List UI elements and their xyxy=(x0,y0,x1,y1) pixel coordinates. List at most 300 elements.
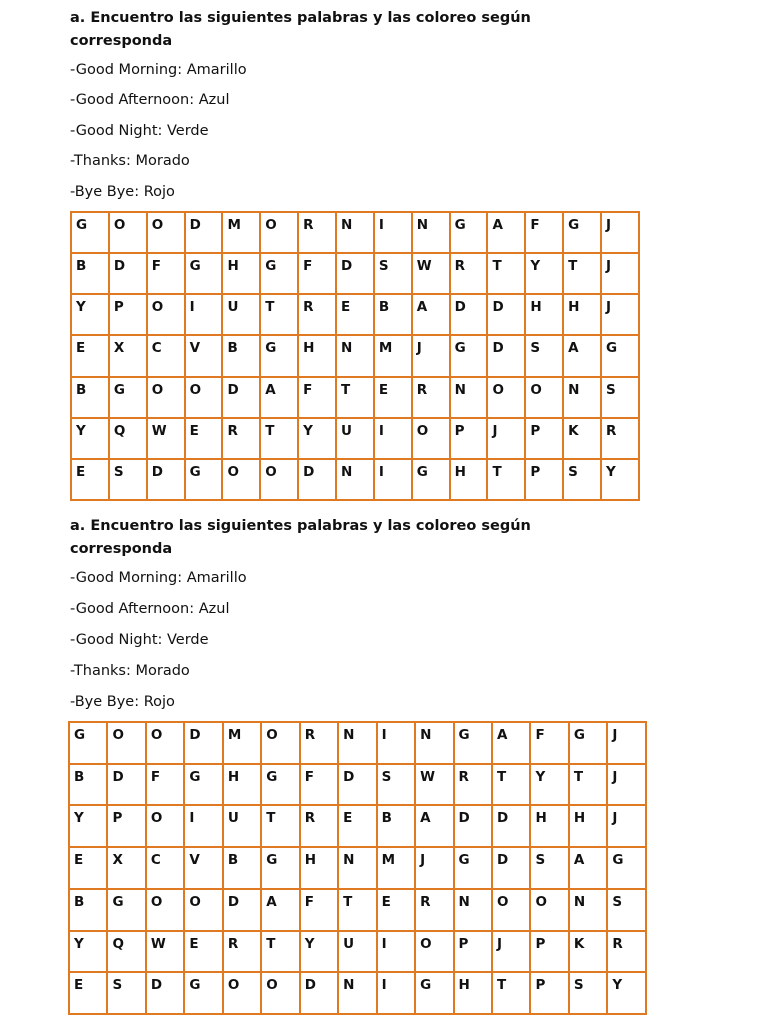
grid-cell[interactable] xyxy=(415,931,453,973)
grid-cell[interactable] xyxy=(530,764,568,806)
grid-cell[interactable] xyxy=(450,212,488,253)
grid-cell[interactable] xyxy=(607,931,646,973)
grid-cell[interactable] xyxy=(261,972,299,1014)
grid-cell[interactable] xyxy=(607,889,646,931)
grid-cell[interactable] xyxy=(454,889,492,931)
grid-cell[interactable] xyxy=(107,889,145,931)
grid-letter: U xyxy=(341,422,352,439)
grid-cell[interactable] xyxy=(223,847,261,889)
grid-cell[interactable] xyxy=(607,764,646,806)
grid-cell[interactable] xyxy=(412,377,450,418)
grid-cell[interactable] xyxy=(374,418,412,459)
grid-cell[interactable] xyxy=(184,847,222,889)
grid-cell[interactable] xyxy=(450,459,488,500)
grid-cell[interactable] xyxy=(298,418,336,459)
grid-letter: R xyxy=(304,727,316,743)
grid-cell[interactable] xyxy=(412,294,450,335)
grid-letter: X xyxy=(112,852,123,869)
grid-cell[interactable] xyxy=(69,972,107,1014)
grid-cell[interactable] xyxy=(487,335,525,376)
grid-cell[interactable] xyxy=(563,335,601,376)
grid-cell[interactable] xyxy=(336,335,374,376)
grid-cell[interactable] xyxy=(601,253,639,294)
grid-cell[interactable] xyxy=(377,764,415,806)
grid-cell[interactable] xyxy=(336,418,374,459)
grid-cell[interactable] xyxy=(607,972,646,1014)
grid-letter: T xyxy=(496,768,507,785)
grid-row xyxy=(69,805,646,847)
grid-cell[interactable] xyxy=(492,764,530,806)
grid-cell[interactable] xyxy=(185,294,223,335)
grid-cell[interactable] xyxy=(569,847,607,889)
grid-cell[interactable] xyxy=(377,931,415,973)
grid-cell[interactable] xyxy=(260,377,298,418)
grid-letter: A xyxy=(492,217,503,233)
grid-cell[interactable] xyxy=(109,253,147,294)
grid-cell[interactable] xyxy=(107,805,145,847)
grid-cell[interactable] xyxy=(374,294,412,335)
grid-cell[interactable] xyxy=(184,764,222,806)
grid-letter: X xyxy=(113,340,125,357)
grid-letter: H xyxy=(303,340,315,357)
grid-letter: I xyxy=(381,977,387,994)
grid-cell[interactable] xyxy=(223,805,261,847)
grid-cell[interactable] xyxy=(492,805,530,847)
grid-cell[interactable] xyxy=(487,253,525,294)
grid-cell[interactable] xyxy=(450,418,488,459)
grid-letter: H xyxy=(454,463,466,480)
grid-letter: K xyxy=(573,935,585,952)
grid-cell[interactable] xyxy=(601,294,639,335)
grid-cell[interactable] xyxy=(569,889,607,931)
grid-cell[interactable] xyxy=(525,335,563,376)
grid-cell[interactable] xyxy=(374,212,412,253)
grid-cell[interactable] xyxy=(69,805,107,847)
grid-letter: D xyxy=(492,340,504,357)
grid-cell[interactable] xyxy=(415,889,453,931)
instruction-heading: a. Encuentro las siguientes palabras y las coloreo según corresponda xyxy=(70,10,531,49)
grid-cell[interactable] xyxy=(260,459,298,500)
grid-cell[interactable] xyxy=(147,294,185,335)
grid-cell[interactable] xyxy=(260,212,298,253)
grid-cell[interactable] xyxy=(147,335,185,376)
grid-cell[interactable] xyxy=(338,972,376,1014)
grid-cell[interactable] xyxy=(492,722,530,764)
grid-cell[interactable] xyxy=(223,931,261,973)
grid-cell[interactable] xyxy=(69,764,107,806)
grid-cell[interactable] xyxy=(563,377,601,418)
grid-cell[interactable] xyxy=(185,459,223,500)
grid-letter: J xyxy=(606,217,612,233)
grid-cell[interactable] xyxy=(377,889,415,931)
grid-cell[interactable] xyxy=(107,722,145,764)
grid-cell[interactable] xyxy=(338,764,376,806)
grid-letter: R xyxy=(227,935,239,952)
grid-letter: D xyxy=(496,852,509,869)
grid-cell[interactable] xyxy=(601,335,639,376)
grid-cell[interactable] xyxy=(260,418,298,459)
grid-cell[interactable] xyxy=(336,294,374,335)
grid-cell[interactable] xyxy=(222,418,260,459)
grid-row xyxy=(71,294,639,335)
grid-letter: S xyxy=(530,340,541,357)
grid-cell[interactable] xyxy=(492,847,530,889)
grid-cell[interactable] xyxy=(450,253,488,294)
grid-cell[interactable] xyxy=(563,212,601,253)
grid-letter: E xyxy=(341,299,351,316)
grid-cell[interactable] xyxy=(601,377,639,418)
grid-cell[interactable] xyxy=(563,294,601,335)
grid-letter: J xyxy=(416,340,422,357)
grid-letter: J xyxy=(612,768,618,785)
grid-cell[interactable] xyxy=(300,805,338,847)
grid-cell[interactable] xyxy=(336,377,374,418)
grid-letter: F xyxy=(150,768,161,785)
grid-cell[interactable] xyxy=(525,212,563,253)
grid-letter: T xyxy=(492,463,502,480)
grid-cell[interactable] xyxy=(260,335,298,376)
grid-cell[interactable] xyxy=(601,212,639,253)
grid-cell[interactable] xyxy=(69,931,107,973)
grid-cell[interactable] xyxy=(530,889,568,931)
grid-letter: R xyxy=(303,299,314,316)
grid-cell[interactable] xyxy=(261,805,299,847)
grid-letter: G xyxy=(189,258,201,275)
grid-letter: W xyxy=(151,422,167,439)
grid-cell[interactable] xyxy=(71,335,109,376)
grid-cell[interactable] xyxy=(147,418,185,459)
grid-letter: T xyxy=(341,381,351,398)
grid-cell[interactable] xyxy=(450,377,488,418)
grid-cell[interactable] xyxy=(415,805,453,847)
grid-row xyxy=(69,931,646,973)
grid-cell[interactable] xyxy=(300,722,338,764)
grid-letter: S xyxy=(112,977,123,994)
grid-cell[interactable] xyxy=(338,889,376,931)
grid-cell[interactable] xyxy=(300,931,338,973)
grid-cell[interactable] xyxy=(487,212,525,253)
grid-cell[interactable] xyxy=(412,253,450,294)
grid-letter: S xyxy=(573,977,584,994)
grid-cell[interactable] xyxy=(71,459,109,500)
grid-cell[interactable] xyxy=(298,294,336,335)
grid-cell[interactable] xyxy=(492,972,530,1014)
grid-letter: D xyxy=(496,810,509,827)
grid-cell[interactable] xyxy=(454,764,492,806)
grid-cell[interactable] xyxy=(530,805,568,847)
grid-cell[interactable] xyxy=(336,253,374,294)
grid-cell[interactable] xyxy=(530,931,568,973)
grid-cell[interactable] xyxy=(377,972,415,1014)
grid-cell[interactable] xyxy=(69,889,107,931)
grid-cell[interactable] xyxy=(261,847,299,889)
grid-letter: V xyxy=(189,852,200,869)
grid-cell[interactable] xyxy=(71,253,109,294)
grid-cell[interactable] xyxy=(147,459,185,500)
grid-letter: E xyxy=(343,810,353,827)
grid-letter: F xyxy=(303,258,313,275)
grid-cell[interactable] xyxy=(454,972,492,1014)
grid-cell[interactable] xyxy=(412,459,450,500)
grid-cell[interactable] xyxy=(147,212,185,253)
grid-cell[interactable] xyxy=(454,847,492,889)
grid-cell[interactable] xyxy=(601,459,639,500)
grid-cell[interactable] xyxy=(184,931,222,973)
grid-cell[interactable] xyxy=(71,377,109,418)
grid-letter: B xyxy=(76,258,87,275)
grid-letter: O xyxy=(150,893,163,910)
grid-cell[interactable] xyxy=(107,764,145,806)
grid-cell[interactable] xyxy=(374,377,412,418)
grid-cell[interactable] xyxy=(525,377,563,418)
grid-cell[interactable] xyxy=(146,931,184,973)
grid-cell[interactable] xyxy=(260,294,298,335)
grid-cell[interactable] xyxy=(300,847,338,889)
grid-cell[interactable] xyxy=(184,972,222,1014)
grid-row xyxy=(69,972,646,1014)
grid-cell[interactable] xyxy=(487,418,525,459)
grid-cell[interactable] xyxy=(492,889,530,931)
grid-cell[interactable] xyxy=(223,972,261,1014)
grid-letter: S xyxy=(606,381,616,398)
grid-letter: R xyxy=(227,422,238,439)
grid-cell[interactable] xyxy=(377,722,415,764)
grid-cell[interactable] xyxy=(107,931,145,973)
grid-cell[interactable] xyxy=(222,212,260,253)
grid-letter: G xyxy=(612,852,624,869)
grid-cell[interactable] xyxy=(107,847,145,889)
grid-cell[interactable] xyxy=(260,253,298,294)
grid-cell[interactable] xyxy=(525,253,563,294)
grid-cell[interactable] xyxy=(298,253,336,294)
grid-cell[interactable] xyxy=(563,459,601,500)
grid-letter: I xyxy=(378,463,384,480)
grid-cell[interactable] xyxy=(109,212,147,253)
grid-letter: O xyxy=(227,463,239,480)
grid-cell[interactable] xyxy=(222,377,260,418)
grid-cell[interactable] xyxy=(530,847,568,889)
grid-cell[interactable] xyxy=(71,418,109,459)
grid-cell[interactable] xyxy=(184,805,222,847)
grid-letter: E xyxy=(74,977,84,994)
grid-cell[interactable] xyxy=(222,253,260,294)
grid-letter: D xyxy=(227,893,240,910)
grid-cell[interactable] xyxy=(109,335,147,376)
grid-cell[interactable] xyxy=(109,294,147,335)
grid-cell[interactable] xyxy=(146,805,184,847)
grid-cell[interactable] xyxy=(412,212,450,253)
grid-cell[interactable] xyxy=(71,294,109,335)
grid-letter: T xyxy=(265,422,275,439)
grid-cell[interactable] xyxy=(107,972,145,1014)
grid-cell[interactable] xyxy=(607,847,646,889)
grid-cell[interactable] xyxy=(222,459,260,500)
grid-letter: F xyxy=(303,381,313,398)
grid-cell[interactable] xyxy=(109,459,147,500)
grid-cell[interactable] xyxy=(569,764,607,806)
grid-cell[interactable] xyxy=(185,377,223,418)
grid-cell[interactable] xyxy=(374,335,412,376)
grid-letter: R xyxy=(454,258,465,275)
grid-cell[interactable] xyxy=(146,722,184,764)
grid-cell[interactable] xyxy=(563,418,601,459)
grid-cell[interactable] xyxy=(601,418,639,459)
grid-cell[interactable] xyxy=(146,889,184,931)
grid-letter: T xyxy=(266,935,276,952)
grid-cell[interactable] xyxy=(109,377,147,418)
grid-cell[interactable] xyxy=(377,847,415,889)
grid-letter: J xyxy=(612,810,618,827)
grid-letter: N xyxy=(343,977,355,994)
grid-cell[interactable] xyxy=(450,335,488,376)
grid-cell[interactable] xyxy=(569,972,607,1014)
grid-cell[interactable] xyxy=(336,212,374,253)
grid-letter: S xyxy=(113,463,124,480)
grid-letter: B xyxy=(76,381,87,398)
grid-letter: B xyxy=(227,852,239,869)
grid-letter: W xyxy=(150,935,166,952)
grid-cell[interactable] xyxy=(569,722,607,764)
grid-letter: E xyxy=(381,893,391,910)
grid-letter: I xyxy=(189,299,195,316)
grid-letter: H xyxy=(530,299,542,316)
grid-cell[interactable] xyxy=(412,418,450,459)
grid-cell[interactable] xyxy=(454,722,492,764)
grid-cell[interactable] xyxy=(569,931,607,973)
grid-cell[interactable] xyxy=(222,335,260,376)
grid-letter: D xyxy=(454,299,466,316)
grid-letter: D xyxy=(227,381,239,398)
grid-letter: S xyxy=(612,893,623,910)
grid-letter: N xyxy=(343,727,355,743)
grid-letter: G xyxy=(454,340,466,357)
grid-cell[interactable] xyxy=(530,722,568,764)
grid-cell[interactable] xyxy=(569,805,607,847)
grid-cell[interactable] xyxy=(374,459,412,500)
grid-letter: O xyxy=(151,299,164,316)
grid-cell[interactable] xyxy=(454,931,492,973)
grid-letter: D xyxy=(304,977,316,994)
grid-letter: Y xyxy=(74,810,84,827)
grid-letter: P xyxy=(454,422,465,439)
grid-cell[interactable] xyxy=(300,972,338,1014)
grid-cell[interactable] xyxy=(487,459,525,500)
grid-cell[interactable] xyxy=(454,805,492,847)
grid-cell[interactable] xyxy=(298,377,336,418)
grid-cell[interactable] xyxy=(184,722,222,764)
grid-cell[interactable] xyxy=(338,931,376,973)
grid-cell[interactable] xyxy=(487,294,525,335)
grid-cell[interactable] xyxy=(374,253,412,294)
grid-cell[interactable] xyxy=(525,459,563,500)
grid-cell[interactable] xyxy=(185,212,223,253)
grid-letter: O xyxy=(266,977,278,994)
grid-cell[interactable] xyxy=(450,294,488,335)
grid-cell[interactable] xyxy=(146,764,184,806)
grid-cell[interactable] xyxy=(377,805,415,847)
grid-cell[interactable] xyxy=(146,972,184,1014)
grid-cell[interactable] xyxy=(525,418,563,459)
grid-cell[interactable] xyxy=(147,377,185,418)
grid-letter: A xyxy=(266,893,277,910)
grid-cell[interactable] xyxy=(223,889,261,931)
grid-letter: U xyxy=(227,299,239,316)
grid-cell[interactable] xyxy=(184,889,222,931)
grid-letter: G xyxy=(265,340,277,357)
grid-cell[interactable] xyxy=(300,764,338,806)
clue-bye-bye: -Bye Bye: Rojo xyxy=(70,694,175,710)
grid-cell[interactable] xyxy=(298,335,336,376)
grid-cell[interactable] xyxy=(222,294,260,335)
grid-letter: Y xyxy=(606,463,616,480)
grid-letter: Y xyxy=(76,422,86,439)
grid-cell[interactable] xyxy=(607,722,646,764)
grid-letter: D xyxy=(151,463,163,480)
grid-cell[interactable] xyxy=(415,847,453,889)
grid-cell[interactable] xyxy=(530,972,568,1014)
grid-cell[interactable] xyxy=(261,722,299,764)
grid-cell[interactable] xyxy=(563,253,601,294)
grid-cell[interactable] xyxy=(492,931,530,973)
grid-cell[interactable] xyxy=(146,847,184,889)
grid-cell[interactable] xyxy=(261,889,299,931)
grid-cell[interactable] xyxy=(415,972,453,1014)
grid-letter: I xyxy=(381,935,387,952)
grid-cell[interactable] xyxy=(223,722,261,764)
grid-cell[interactable] xyxy=(300,889,338,931)
grid-cell[interactable] xyxy=(525,294,563,335)
grid-cell[interactable] xyxy=(223,764,261,806)
grid-cell[interactable] xyxy=(185,418,223,459)
grid-cell[interactable] xyxy=(338,722,376,764)
grid-cell[interactable] xyxy=(607,805,646,847)
grid-letter: O xyxy=(530,381,542,398)
grid-letter: F xyxy=(304,768,314,785)
grid-letter: J xyxy=(612,727,618,743)
grid-letter: Y xyxy=(304,935,315,952)
grid-cell[interactable] xyxy=(261,764,299,806)
grid-letter: A xyxy=(416,299,428,316)
grid-cell[interactable] xyxy=(298,459,336,500)
grid-cell[interactable] xyxy=(69,722,107,764)
grid-letter: O xyxy=(265,217,277,233)
grid-letter: N xyxy=(341,463,353,480)
grid-letter: N xyxy=(458,893,470,910)
clue-good-morning: -Good Morning: Amarillo xyxy=(70,62,247,78)
grid-letter: G xyxy=(189,463,201,480)
grid-cell[interactable] xyxy=(69,847,107,889)
grid-cell[interactable] xyxy=(185,335,223,376)
grid-cell[interactable] xyxy=(336,459,374,500)
grid-cell[interactable] xyxy=(109,418,147,459)
grid-letter: N xyxy=(416,217,429,233)
grid-cell[interactable] xyxy=(415,764,453,806)
grid-letter: A xyxy=(573,852,585,869)
grid-cell[interactable] xyxy=(261,931,299,973)
grid-cell[interactable] xyxy=(412,335,450,376)
grid-letter: O xyxy=(150,727,163,743)
grid-row xyxy=(71,335,639,376)
grid-cell[interactable] xyxy=(185,253,223,294)
grid-cell[interactable] xyxy=(487,377,525,418)
grid-cell[interactable] xyxy=(147,253,185,294)
grid-row xyxy=(69,764,646,806)
grid-cell[interactable] xyxy=(338,847,376,889)
grid-cell[interactable] xyxy=(415,722,453,764)
grid-cell[interactable] xyxy=(71,212,109,253)
grid-cell[interactable] xyxy=(298,212,336,253)
grid-cell[interactable] xyxy=(338,805,376,847)
